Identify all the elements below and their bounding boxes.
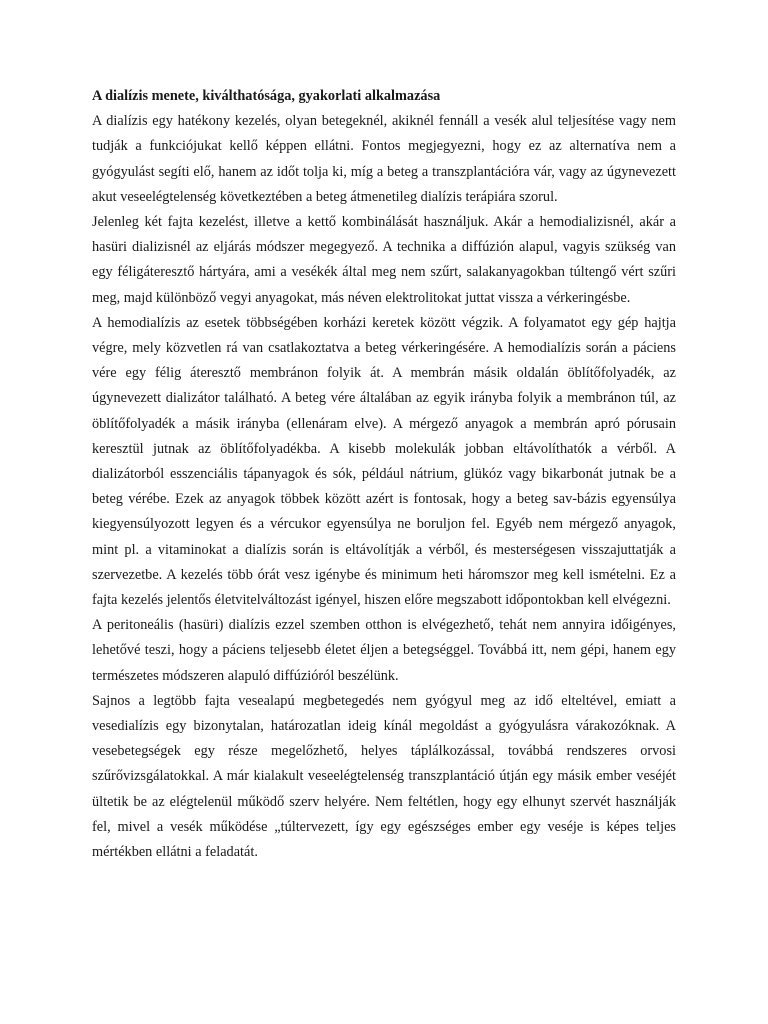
document-title: A dialízis menete, kiválthatósága, gyakorlati alkalmazása bbox=[92, 88, 441, 104]
paragraph-intro: A dialízis egy hatékony kezelés, olyan betegeknél, akiknél fennáll a vesék alul teljesítése vagy nem tudják a funkciójukat kellő képpen ellátni. Fontos megjegyezni, hogy ez az alternatíva nem a gyógyulást segíti elő, hanem az időt tolja ki, míg a beteg a transzplantációra vár, vagy az úgynevezett akut veseelégtelenség következtében a beteg átmenetileg dialízis terápiára szorul. bbox=[92, 113, 676, 205]
paragraph-peritoneal-dialysis: A peritoneális (hasüri) dialízis ezzel szemben otthon is elvégezhető, tehát nem annyira időigényes, lehetővé teszi, hogy a páciens teljesebb életet éljen a betegséggel. Továbbá itt, nem gépi, hanem egy természetes módszeren alapuló diffúzióról beszélünk. bbox=[92, 617, 676, 684]
document-page bbox=[92, 84, 676, 865]
paragraph-hemodialysis: A hemodialízis az esetek többségében korházi keretek között végzik. A folyamatot egy gép hajtja végre, mely közvetlen rá van csatlakoztatva a beteg vérkeringésére. A hemodialízis során a páciens vére egy félig áteresztő membránon folyik át. A membrán másik oldalán öblítőfolyadék, az úgynevezett dializátor található. A beteg vére általában az egyik irányba folyik a membránon túl, az öblítőfolyadék a másik irányba (ellenáram elve). A mérgező anyagok a membrán apró pórusain keresztül jutnak az öblítőfolyadékba. A kisebb molekulák jobban eltávolíthatók a vérből. A dializátorból esszenciális tápanyagok és sók, például nátrium, glükóz vagy bikarbonát jutnak be a beteg vérébe. Ezek az anyagok többek között azért is fontosak, hogy a beteg sav-bázis egyensúlya kiegyensúlyozott legyen és a vércukor egyensúlya ne boruljon fel. Egyéb nem mérgező anyagok, mint pl. a vitaminokat a dialízis során is eltávolítják a vérből, és mesterségesen visszajuttatják a szervezetbe. A kezelés több órát vesz igénybe és minimum heti háromszor meg kell ismételni. Ez a fajta kezelés jelentős életvitelváltozást igényel, hiszen előre megszabott időpontokban kell elvégezni. bbox=[92, 314, 676, 609]
paragraph-prognosis: Sajnos a legtöbb fajta vesealapú megbetegedés nem gyógyul meg az idő elteltével, emiatt a vesedialízis egy bizonytalan, határozatlan ideig kínál megoldást a gyógyulásra várakozóknak. A vesebetegségek egy része megelőzhető, helyes táplálkozással, továbbá rendszeres orvosi szűrővizsgálatokkal. A már kialakult veseelégtelenség transzplantáció útján egy másik ember veséjét ültetik be az elégtelenül működő szerv helyére. Nem feltétlen, hogy egy elhunyt szervét használják fel, mivel a vesék működése „túltervezett, így egy egészséges ember egy veséje is képes teljes mértékben ellátni a feladatát. bbox=[92, 692, 676, 861]
paragraph-treatment-types: Jelenleg két fajta kezelést, illetve a kettő kombinálását használjuk. Akár a hemodializisnél, akár a hasüri dializisnél az eljárás módszer megegyező. A technika a diffúzión alapul, vagyis szükség van egy féligáteresztő hártyára, ami a vesékék által meg nem szűrt, salakanyagokban túltengő vért szűri meg, majd különböző vegyi anyagokat, más néven elektrolitokat juttat vissza a vérkeringésbe. bbox=[92, 214, 676, 306]
